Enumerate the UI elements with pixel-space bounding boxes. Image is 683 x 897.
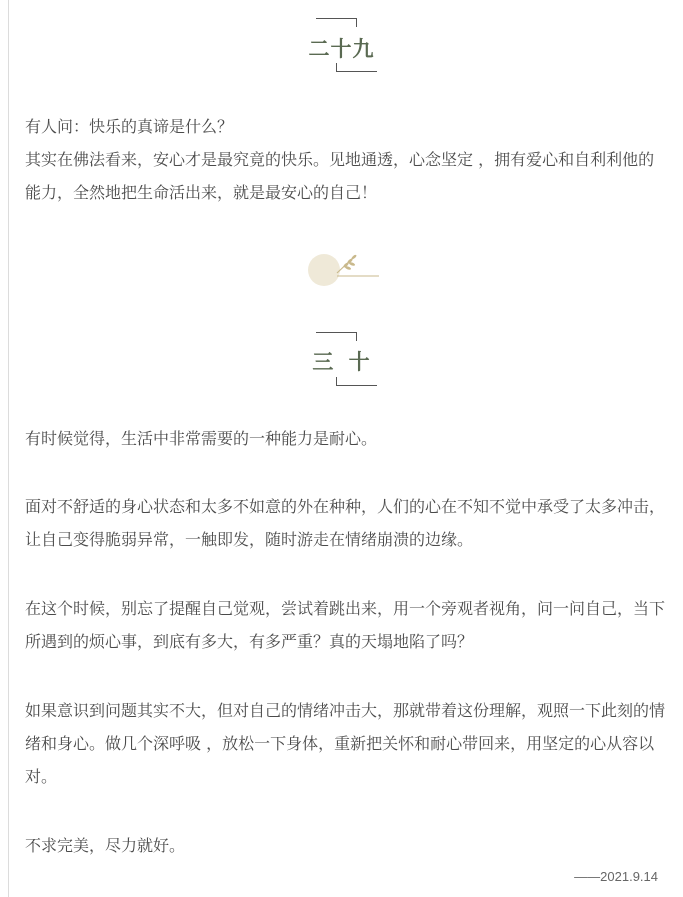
paragraph: 有时候觉得，生活中非常需要的一种能力是耐心。	[25, 429, 378, 448]
heading-bracket-bottom	[336, 377, 377, 386]
paragraph: 有人问：快乐的真谛是什么？	[25, 117, 234, 136]
paragraph: 其实在佛法看来，安心才是最究竟的快乐。见地通透，心念坚定 ，拥有爱心和自利利他的能力，全然地把生命活出来，就是最安心的自己！	[25, 150, 655, 202]
paragraph: 面对不舒适的身心状态和太多不如意的外在种种，人们的心在不知不觉中承受了太多冲击，让自己变得脆弱异常，一触即发，随时游走在情绪崩溃的边缘。	[25, 497, 666, 549]
section-number: 二十九	[308, 37, 375, 61]
heading-bracket-bottom	[336, 63, 377, 72]
wheat-divider	[307, 252, 382, 288]
paragraph: 在这个时候，别忘了提醒自己觉观，尝试着跳出来，用一个旁观者视角，问一问自己，当下所遇到的烦心事，到底有多大，有多严重？真的天塌地陷了吗？	[25, 599, 666, 651]
paragraph: 如果意识到问题其实不大，但对自己的情绪冲击大，那就带着这份理解，观照一下此刻的情绪和身心。做几个深呼吸 ，放松一下身体，重新把关怀和耐心带回来，用坚定的心从容以对。	[25, 701, 666, 786]
heading-bracket-top	[316, 332, 357, 341]
paragraph: 不求完美，尽力就好。	[25, 836, 186, 855]
section-number: 三 十	[312, 350, 371, 374]
section-heading-30	[0, 330, 683, 390]
heading-bracket-top	[316, 18, 357, 27]
section-heading-29	[0, 16, 683, 76]
left-border-line	[8, 0, 9, 897]
wheat-icon	[307, 252, 382, 288]
date-signature: ——2021.9.14	[574, 869, 658, 884]
